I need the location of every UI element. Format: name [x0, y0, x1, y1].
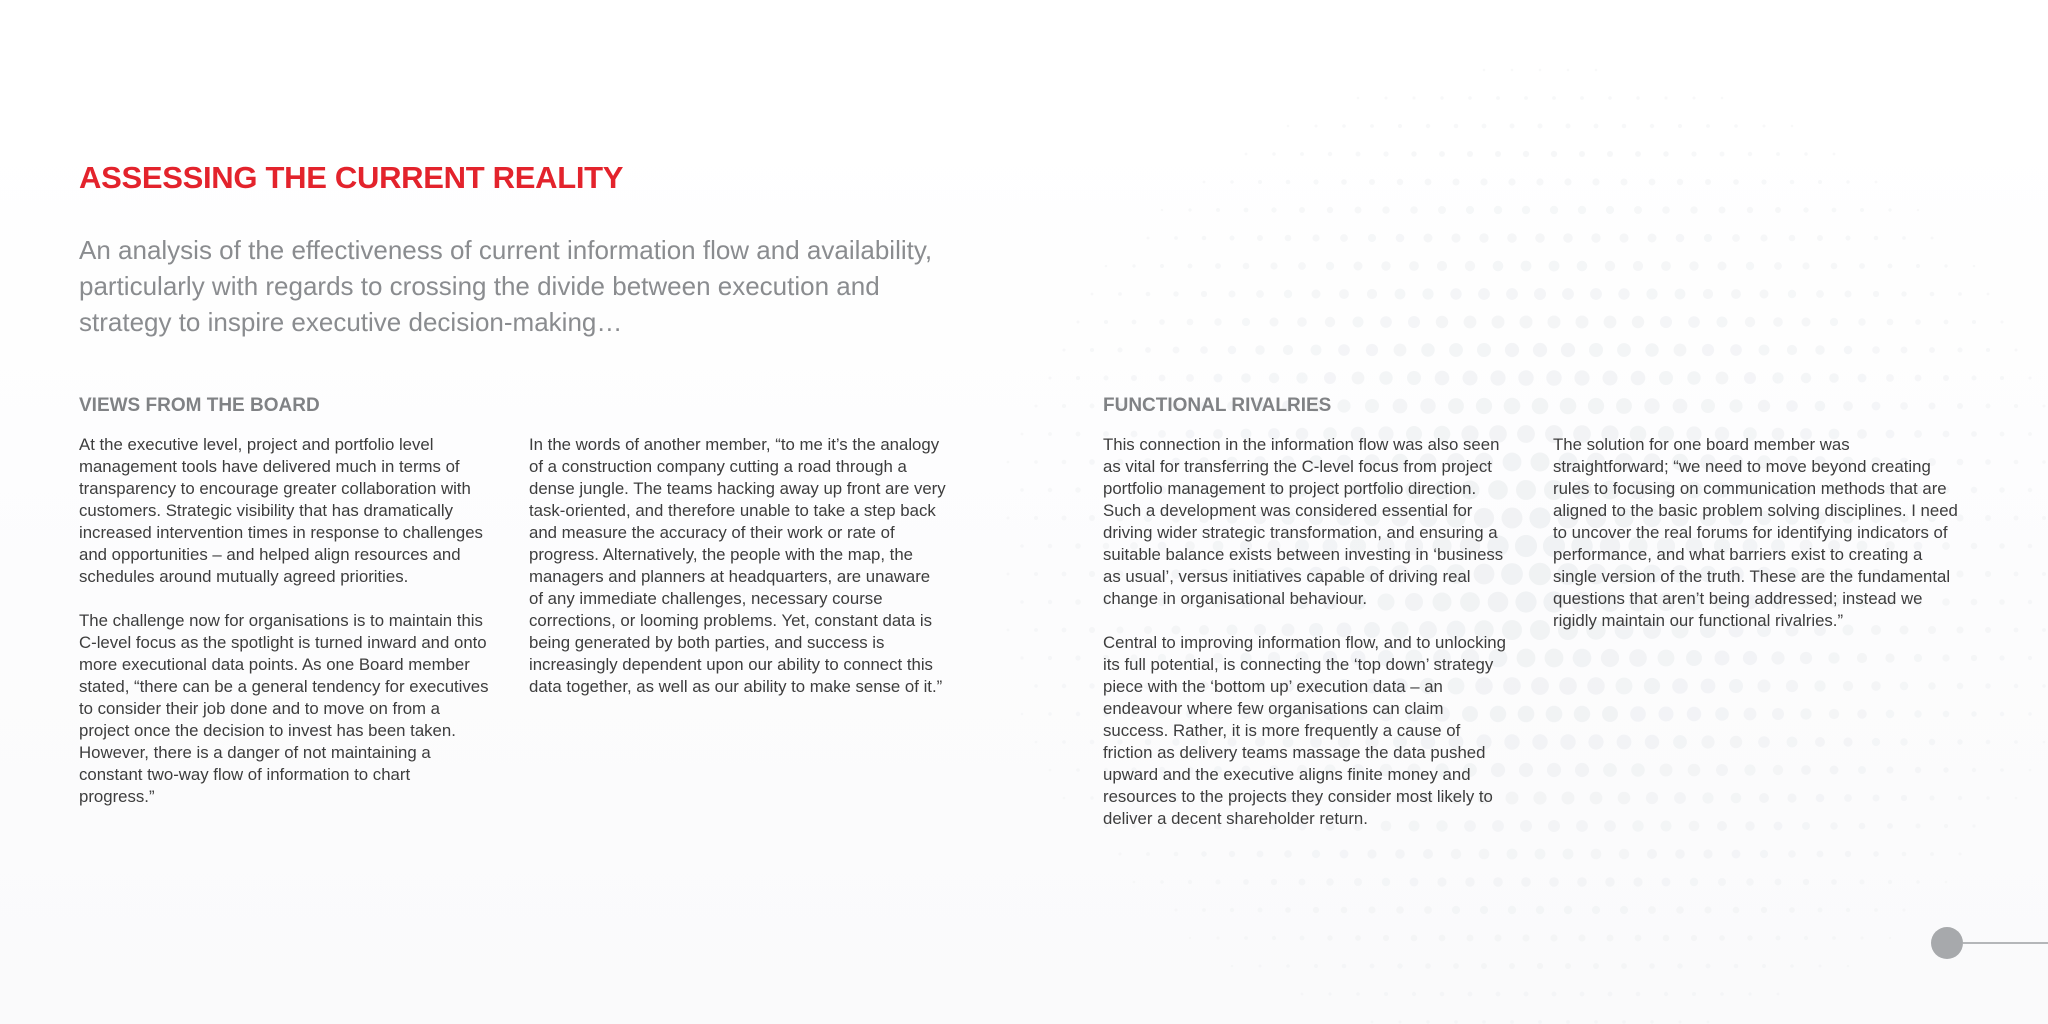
- page-marker-dot-icon: [1931, 927, 1963, 959]
- section-heading-functional-rivalries: FUNCTIONAL RIVALRIES: [1103, 395, 1332, 416]
- body-paragraph: The solution for one board member was straightforward; “we need to move beyond creating rules to focusing on communication methods that are aligned to the basic problem solving disciplines. I need to uncover the real forums for identifying indicators of performance, and what barriers exist to creating a single version of the truth. These are the fundamental questions that aren’t being addressed; instead we rigidly maintain our functional rivalries.”: [1553, 435, 1958, 630]
- views-column-2: [529, 434, 947, 720]
- section-heading-views-from-the-board: VIEWS FROM THE BOARD: [79, 395, 320, 416]
- body-paragraph: At the executive level, project and portfolio level management tools have delivered much in terms of transparency to encourage greater collaboration with customers. Strategic visibility that has dramatically increased intervention times in response to challenges and opportunities – and helped align resources and schedules around mutually agreed priorities.: [79, 435, 483, 586]
- intro-paragraph: An analysis of the effectiveness of current information flow and availability, particularly with regards to crossing the divide between execution and strategy to inspire executive decision-making…: [79, 235, 933, 337]
- page-marker-line: [1963, 942, 2048, 944]
- rivalries-column-1: [1103, 434, 1509, 852]
- body-paragraph: The challenge now for organisations is to maintain this C-level focus as the spotlight is turned inward and onto more executional data points. As one Board member stated, “there can be a general tendency for executives to consider their job done and to move on from a project once the decision to invest has been taken. However, there is a danger of not maintaining a constant two-way flow of information to chart progress.”: [79, 611, 489, 806]
- body-paragraph: This connection in the information flow was also seen as vital for transferring the C-level focus from project portfolio management to project portfolio direction. Such a development was considered essential for driving wider strategic transformation, and ensuring a suitable balance exists between investing in ‘business as usual’, versus initiatives capable of driving real change in organisational behaviour.: [1103, 435, 1504, 608]
- body-paragraph: Central to improving information flow, and to unlocking its full potential, is connecting the ‘top down’ strategy piece with the ‘bottom up’ execution data – an endeavour where few organisations can claim success. Rather, it is more frequently a cause of friction as delivery teams massage the data pushed upward and the executive aligns finite money and resources to the projects they consider most likely to deliver a decent shareholder return.: [1103, 633, 1506, 828]
- page-marker: [1931, 927, 2048, 959]
- views-column-1: [79, 434, 489, 830]
- body-paragraph: In the words of another member, “to me it’s the analogy of a construction company cutting a road through a dense jungle. The teams hacking away up front are very task-oriented, and therefore unable to take a step back and measure the accuracy of their work or rate of progress. Alternatively, the people with the map, the managers and planners at headquarters, are unaware of any immediate challenges, necessary course corrections, or looming problems. Yet, constant data is being generated by both parties, and success is increasingly dependent upon our ability to connect this data together, as well as our ability to make sense of it.”: [529, 435, 946, 696]
- rivalries-column-2: [1553, 434, 1969, 654]
- page-title: ASSESSING THE CURRENT REALITY: [79, 160, 624, 195]
